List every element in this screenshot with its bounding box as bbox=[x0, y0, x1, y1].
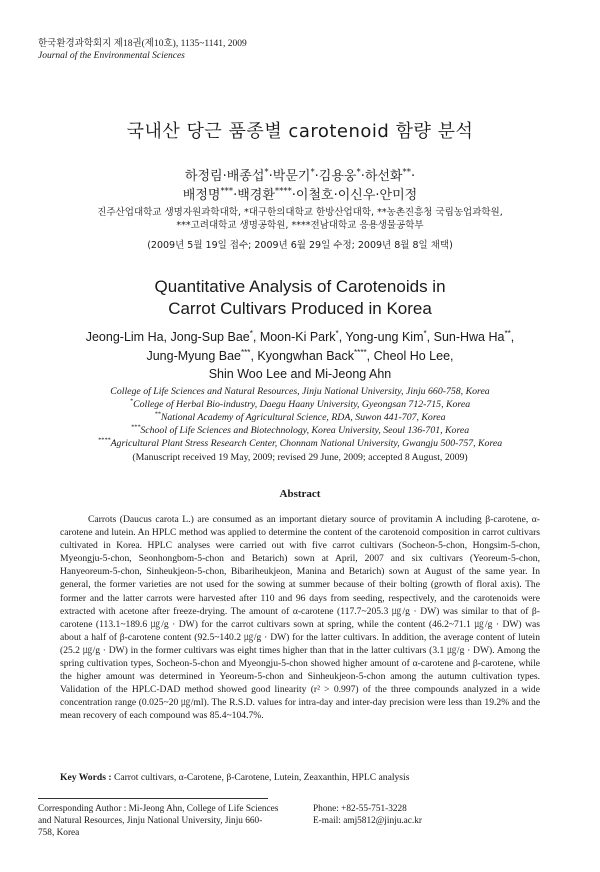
affiliation-line bbox=[0, 385, 600, 398]
title-korean: 국내산 당근 품종별 carotenoid 함량 분석 bbox=[126, 121, 474, 142]
affiliation-mark: * bbox=[423, 328, 427, 338]
author-name: 배정명 bbox=[182, 188, 221, 203]
title-en-line2: Carrot Cultivars Produced in Korea bbox=[168, 299, 432, 318]
affiliation-mark: * bbox=[249, 328, 253, 338]
contact-info bbox=[313, 803, 563, 827]
author-name: , Kyongwhan Back bbox=[250, 348, 355, 363]
affiliation-line bbox=[0, 437, 600, 450]
affiliation-mark: * bbox=[129, 397, 134, 405]
journal-name-en: Journal of the Environmental Sciences bbox=[38, 51, 185, 61]
affil-ko-line2: ***고려대학교 생명공학원, ****전남대학교 응용생물공학부 bbox=[176, 219, 424, 231]
corresponding-author bbox=[38, 803, 298, 839]
affiliation-mark: **** bbox=[354, 347, 367, 357]
footnote-divider bbox=[38, 798, 268, 799]
affiliation-mark: ** bbox=[154, 410, 161, 418]
dates-korean: (2009년 5월 19일 접수; 2009년 6월 29일 수정; 2009년 8월 8일 채택) bbox=[147, 240, 453, 251]
author-name: ·이철호·이신우·안미정 bbox=[291, 188, 418, 203]
corr-line3: 758, Korea bbox=[38, 828, 80, 838]
manuscript-dates: (Manuscript received 19 May, 2009; revised 29 June, 2009; accepted 8 August, 2009) bbox=[132, 452, 468, 463]
affiliation-mark: ** bbox=[504, 328, 511, 338]
title-english bbox=[0, 276, 600, 320]
author-name: ·김용웅 bbox=[314, 169, 357, 184]
affiliation-text: College of Herbal Bio-industry, Daegu Haany University, Gyeongsan 712-715, Korea bbox=[133, 399, 471, 410]
author-name: , Moon-Ki Park bbox=[252, 330, 336, 344]
phone: Phone: +82-55-751-3228 bbox=[313, 804, 407, 814]
keywords-label: Key Words : bbox=[60, 772, 114, 783]
author-name: , Yong-ung Kim bbox=[338, 330, 424, 344]
affiliation-line bbox=[0, 424, 600, 437]
authors-en-line3: Shin Woo Lee and Mi-Jeong Ahn bbox=[208, 367, 392, 381]
corr-line1: Corresponding Author : Mi-Jeong Ahn, College of Life Sciences bbox=[38, 804, 279, 814]
authors-korean bbox=[0, 167, 600, 205]
affiliation-mark: *** bbox=[241, 347, 251, 357]
affiliation-mark: * bbox=[264, 166, 269, 177]
corr-line2: and Natural Resources, Jinju National University, Jinju 660- bbox=[38, 816, 263, 826]
affil-ko-line1: 진주산업대학교 생명자원과학대학, *대구한의대학교 한방산업대학, **농촌진흥청 국립농업과학원, bbox=[97, 207, 503, 218]
affiliation-mark: * bbox=[335, 328, 339, 338]
affiliation-text: School of Life Sciences and Biotechnology, Korea University, Seoul 136-701, Korea bbox=[140, 425, 470, 436]
affiliation-mark: *** bbox=[130, 423, 141, 431]
abstract-body bbox=[60, 513, 540, 723]
authors-english bbox=[0, 328, 600, 384]
title-en-line1: Quantitative Analysis of Carotenoids in bbox=[154, 277, 446, 296]
author-name: ·박문기 bbox=[268, 169, 311, 184]
affiliation-text: College of Life Sciences and Natural Resources, Jinju National University, Jinju 660-758, Korea bbox=[110, 386, 490, 397]
author-name: , Cheol Ho Lee, bbox=[366, 348, 454, 363]
email: E-mail: amj5812@jinju.ac.kr bbox=[313, 816, 422, 826]
affiliation-mark: * bbox=[310, 166, 315, 177]
authors-ko-line2 bbox=[0, 186, 600, 205]
keywords-text: Carrot cultivars, α-Carotene, β-Carotene, Lutein, Zeaxanthin, HPLC analysis bbox=[113, 772, 410, 783]
affiliations-english bbox=[0, 385, 600, 450]
affiliation-text: Agricultural Plant Stress Research Center, Chonnam National University, Gwangju 500-757, Korea bbox=[110, 438, 503, 449]
author-name: Jung-Myung Bae bbox=[146, 348, 241, 363]
affiliation-mark: ** bbox=[402, 166, 411, 177]
authors-en-line1 bbox=[0, 328, 600, 347]
author-name: Jeong-Lim Ha, Jong-Sup Bae bbox=[85, 330, 250, 344]
affiliation-mark: **** bbox=[97, 436, 111, 444]
author-name: ·하선화 bbox=[360, 169, 403, 184]
journal-citation-ko: 한국환경과학회지 제18권(제10호), 1135~1141, 2009 bbox=[38, 39, 247, 49]
author-name: , bbox=[510, 330, 515, 344]
abstract-heading: Abstract bbox=[279, 488, 321, 500]
author-name: ·배종섭 bbox=[222, 169, 265, 184]
affiliation-mark: **** bbox=[274, 185, 292, 196]
affiliations-korean bbox=[0, 207, 600, 232]
affiliation-line bbox=[0, 398, 600, 411]
author-name: · bbox=[410, 169, 416, 184]
affiliation-mark: * bbox=[356, 166, 361, 177]
affiliation-line bbox=[0, 411, 600, 424]
journal-header bbox=[38, 38, 247, 62]
author-name: , Sun-Hwa Ha bbox=[426, 330, 505, 344]
abstract-paragraph: Carrots (Daucus carota L.) are consumed as an important dietary source of provitamin A including β-carotene, α-carotene and lutein. An HPLC method was applied to determine the content of the carotenoid composition in carrot cultivars cultivated in Korea. HPLC analyses were carried out with five carrot cultivars (Socheon-5-chon, Hongsim-5-chon, Myeongju-5-chon, Seonhongbom-5-chon and Betarich) sown at April, 2007 and six cultivars (Yeoreum-5-chon, Hanyeoreum-5-chon, Sinheukjeon-5-chon, Bibariheukjeon, Manina and Betarich) sown at August of the same year. In general, the former varieties are not used for the sowing at summer because of their bolting (growth of floral axis). The former and the latter carrots were harvested after 110 and 96 days from seeding, respectively, and the carotenoids were extracted with acetone after freeze-drying. The amount of α-carotene (117.7~205.3 ㎍/g · DW) was similar to that of β-carotene (113.1~189.6 ㎍/g · DW) for the carrot cultivars sown at spring, while the content (46.2~71.1 ㎍/g · DW) was about a half of β-carotene content (92.5~140.2 ㎍/g · DW) for the latter cultivars. In addition, the average content of lutein (25.2 ㎍/g · DW) in the former cultivars was eight times higher than that in the latter cultivars (3.1 ㎍/g · DW). Among the spring cultivation types, Socheon-5-chon and Myeongju-5-chon showed higher amount of α-carotene and β-carotene, while the higher amount was determined in Yeoreum-5-chon and Sinheukjeon-5-chon among the autumn cultivation types. Validation of the HPLC-DAD method showed good linearity (r² > 0.997) of the three compounds analyzed in a wide concentration range (0.025~20 ㎍/ml). The R.S.D. values for intra-day and inter-day precision were less than 19.2% and the mean recovery of each compound was 85.4~104.7%. bbox=[60, 514, 540, 722]
author-name: ·백경환 bbox=[233, 188, 275, 203]
authors-ko-line1 bbox=[0, 167, 600, 186]
affiliation-text: National Academy of Agricultural Science, RDA, Suwon 441-707, Korea bbox=[160, 412, 446, 423]
keywords bbox=[60, 772, 540, 783]
authors-en-line2 bbox=[0, 347, 600, 366]
affiliation-mark: *** bbox=[220, 185, 234, 196]
author-name: 하정림 bbox=[184, 169, 223, 184]
